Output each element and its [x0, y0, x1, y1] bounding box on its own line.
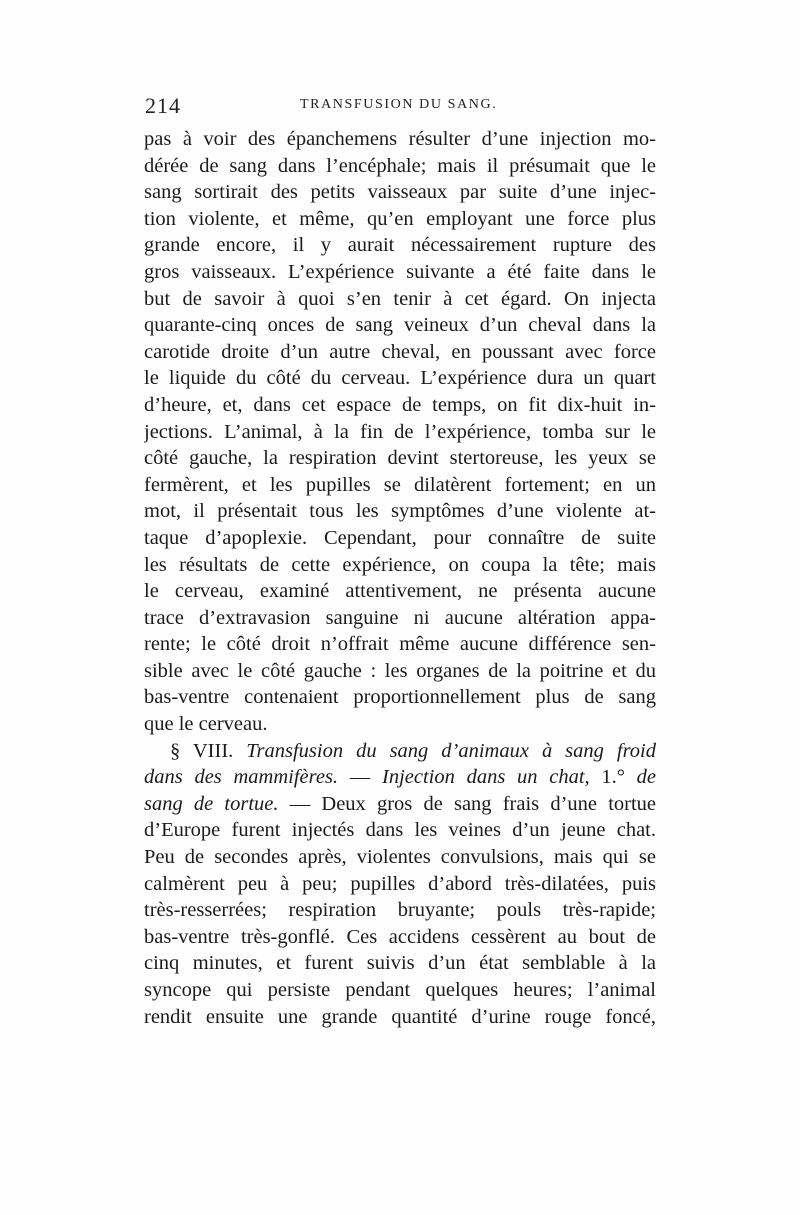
text-line: grande encore, il y aurait nécessairement rupture des: [144, 234, 656, 257]
text-line: tion violente, et même, qu’en employant une force plus: [144, 207, 656, 230]
text-line: bas-ventre contenaient proportionnellement plus de sang: [144, 686, 656, 709]
text-line: mot, il présentait tous les symptômes d’une violente at-: [144, 500, 656, 523]
text-line: que le cerveau.: [144, 713, 268, 736]
subsection-title-continued: sang de tortue.: [144, 792, 279, 815]
text-line: quarante-cinq onces de sang veineux d’un cheval dans la: [144, 314, 656, 337]
page-number: 214: [145, 93, 181, 118]
text-line: sible avec le côté gauche : les organes de la poitrine et du: [144, 659, 656, 682]
text-line: syncope qui persiste pendant quelques heures; l’animal: [144, 979, 656, 1001]
section-heading-line: [144, 764, 656, 791]
text-line: calmèrent peu à peu; pupilles d’abord très-dilatées, puis: [144, 872, 656, 895]
text-line: le cerveau, examiné attentivement, ne présenta aucune: [144, 580, 656, 603]
text-line: cinq minutes, et furent suivis d’un état semblable à la: [144, 952, 656, 975]
text-line: d’Europe furent injectés dans les veines d’un jeune chat.: [144, 819, 656, 842]
ordinal-number: 1.°: [601, 766, 625, 789]
text-line: le liquide du côté du cerveau. L’expérience dura un quart: [144, 367, 656, 390]
paragraph-start: — Deux gros de sang frais d’une tortue: [289, 792, 656, 815]
text-line: sang sortirait des petits vaisseaux par suite d’une injec-: [144, 181, 656, 204]
text-line: carotide droite d’un autre cheval, en poussant avec force: [144, 340, 656, 363]
text-line: bas-ventre très-gonflé. Ces accidens cessèrent au bout de: [144, 925, 656, 948]
text-line: trace d’extravasion sanguine ni aucune altération appa-: [144, 606, 656, 629]
text-line: les résultats de cette expérience, on coupa la tête; mais: [144, 553, 656, 576]
subsection-title-word: de: [636, 766, 656, 789]
text-line: taque d’apoplexie. Cependant, pour connaître de suite: [144, 526, 656, 549]
section-title: Transfusion du sang d’animaux à sang froid: [246, 739, 656, 762]
section-mark: § VIII.: [170, 739, 234, 762]
text-line: Peu de secondes après, violentes convulsions, mais qui se: [144, 846, 656, 869]
text-line: très-resserrées; respiration bruyante; pouls très-rapide;: [144, 899, 656, 922]
running-title: TRANSFUSION DU SANG.: [300, 97, 498, 112]
text-line: d’heure, et, dans cet espace de temps, on fit dix-huit in-: [144, 393, 656, 416]
text-line: jections. L’animal, à la fin de l’expérience, tomba sur le: [144, 420, 656, 443]
text-line: but de savoir à quoi s’en tenir à cet égard. On injecta: [144, 287, 656, 310]
text-line: rente; le côté droit n’offrait même aucune différence sen-: [144, 633, 656, 656]
text-line: pas à voir des épanchemens résulter d’une injection mo-: [144, 128, 656, 150]
subsection-title: Injection dans un chat,: [382, 766, 590, 789]
section-heading-line: [144, 738, 656, 765]
section-heading-line: [144, 791, 656, 818]
section-title-continued: dans des mammifères.: [144, 766, 339, 789]
text-line: rendit ensuite une grande quantité d’urine rouge foncé,: [144, 1005, 656, 1028]
body-text: [144, 126, 656, 1030]
em-dash: —: [349, 766, 371, 789]
text-line: côté gauche, la respiration devint stertoreuse, les yeux se: [144, 447, 656, 470]
text-line: fermèrent, et les pupilles se dilatèrent fortement; en un: [144, 473, 656, 496]
running-head: [145, 93, 657, 117]
text-line: gros vaisseaux. L’expérience suivante a été faite dans le: [144, 260, 656, 283]
text-line: dérée de sang dans l’encéphale; mais il présumait que le: [144, 154, 656, 177]
